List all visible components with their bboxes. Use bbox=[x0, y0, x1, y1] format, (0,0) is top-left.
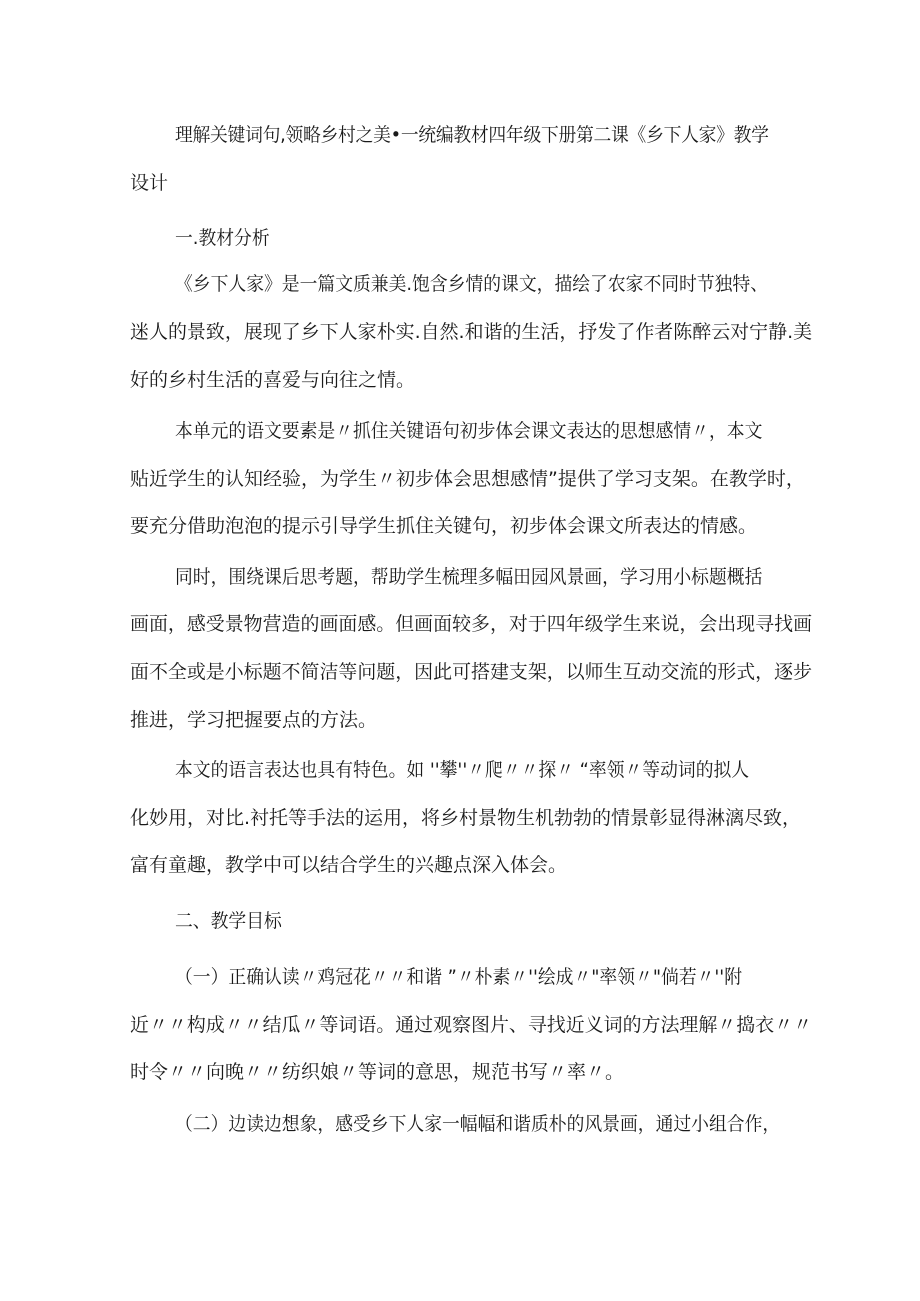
goal-1-line-3: 时令〃〃向晚〃〃纺织娘〃等词的意思，规范书写〃率〃。 bbox=[130, 1061, 625, 1083]
paragraph-3-line-2: 画面，感受景物营造的画面感。但画面较多，对于四年级学生来说，会出现寻找画 bbox=[130, 613, 813, 635]
paragraph-4-line-2: 化妙用，对比.衬托等手法的运用，将乡村景物生机勃勃的情景彰显得淋漓尽致， bbox=[130, 807, 802, 829]
document-title-line-2: 设计 bbox=[130, 172, 169, 194]
paragraph-1-line-1: 《乡下人家》是一篇文质兼美.饱含乡情的课文，描绘了农家不同时节独特、 bbox=[175, 273, 769, 295]
paragraph-1-line-2: 迷人的景致，展现了乡下人家朴实.自然.和谐的生活，抒发了作者陈醉云对宁静.美 bbox=[130, 321, 813, 343]
goal-1-line-2: 近〃〃构成〃〃结瓜〃等词语。通过观察图片、寻找近义词的方法理解〃捣衣〃〃 bbox=[130, 1014, 813, 1036]
paragraph-2-line-3: 要充分借助泡泡的提示引导学生抓住关键句，初步体会课文所表达的情感。 bbox=[130, 515, 758, 537]
section-heading-textbook-analysis: 一.教材分析 bbox=[175, 227, 270, 249]
goal-2-line-1: （二）边读边想象，感受乡下人家一幅幅和谐质朴的风景画，通过小组合作， bbox=[175, 1113, 781, 1135]
paragraph-3-line-4: 推进，学习把握要点的方法。 bbox=[130, 709, 378, 731]
paragraph-2-line-2: 贴近学生的认知经验，为学生〃初步体会思想感情”提供了学习支架。在教学时， bbox=[130, 468, 805, 490]
paragraph-1-line-3: 好的乡村生活的喜爱与向往之情。 bbox=[130, 369, 416, 391]
paragraph-3-line-3: 面不全或是小标题不简洁等问题，因此可搭建支架，以师生互动交流的形式，逐步 bbox=[130, 661, 813, 683]
paragraph-4-line-3: 富有童趣，教学中可以结合学生的兴趣点深入体会。 bbox=[130, 854, 568, 876]
paragraph-4-line-1: 本文的语言表达也具有特色。如 ''攀''〃爬〃〃探〃 “率领〃等动词的拟人 bbox=[175, 759, 750, 781]
document-title-line-1: 理解关键词句,领略乡村之美•一统编教材四年级下册第二课《乡下人家》教学 bbox=[175, 124, 769, 146]
paragraph-2-line-1: 本单元的语文要素是〃抓住关键语句初步体会课文表达的思想感情〃，本文 bbox=[175, 420, 763, 442]
paragraph-3-line-1: 同时，围绕课后思考题，帮助学生梳理多幅田园风景画，学习用小标题概括 bbox=[175, 566, 763, 588]
section-heading-teaching-goals: 二、教学目标 bbox=[175, 910, 282, 932]
goal-1-line-1: （一）正确认读〃鸡冠花〃〃和谐 ”〃朴素〃''绘成〃"率领〃"倘若〃''附 bbox=[175, 966, 743, 988]
